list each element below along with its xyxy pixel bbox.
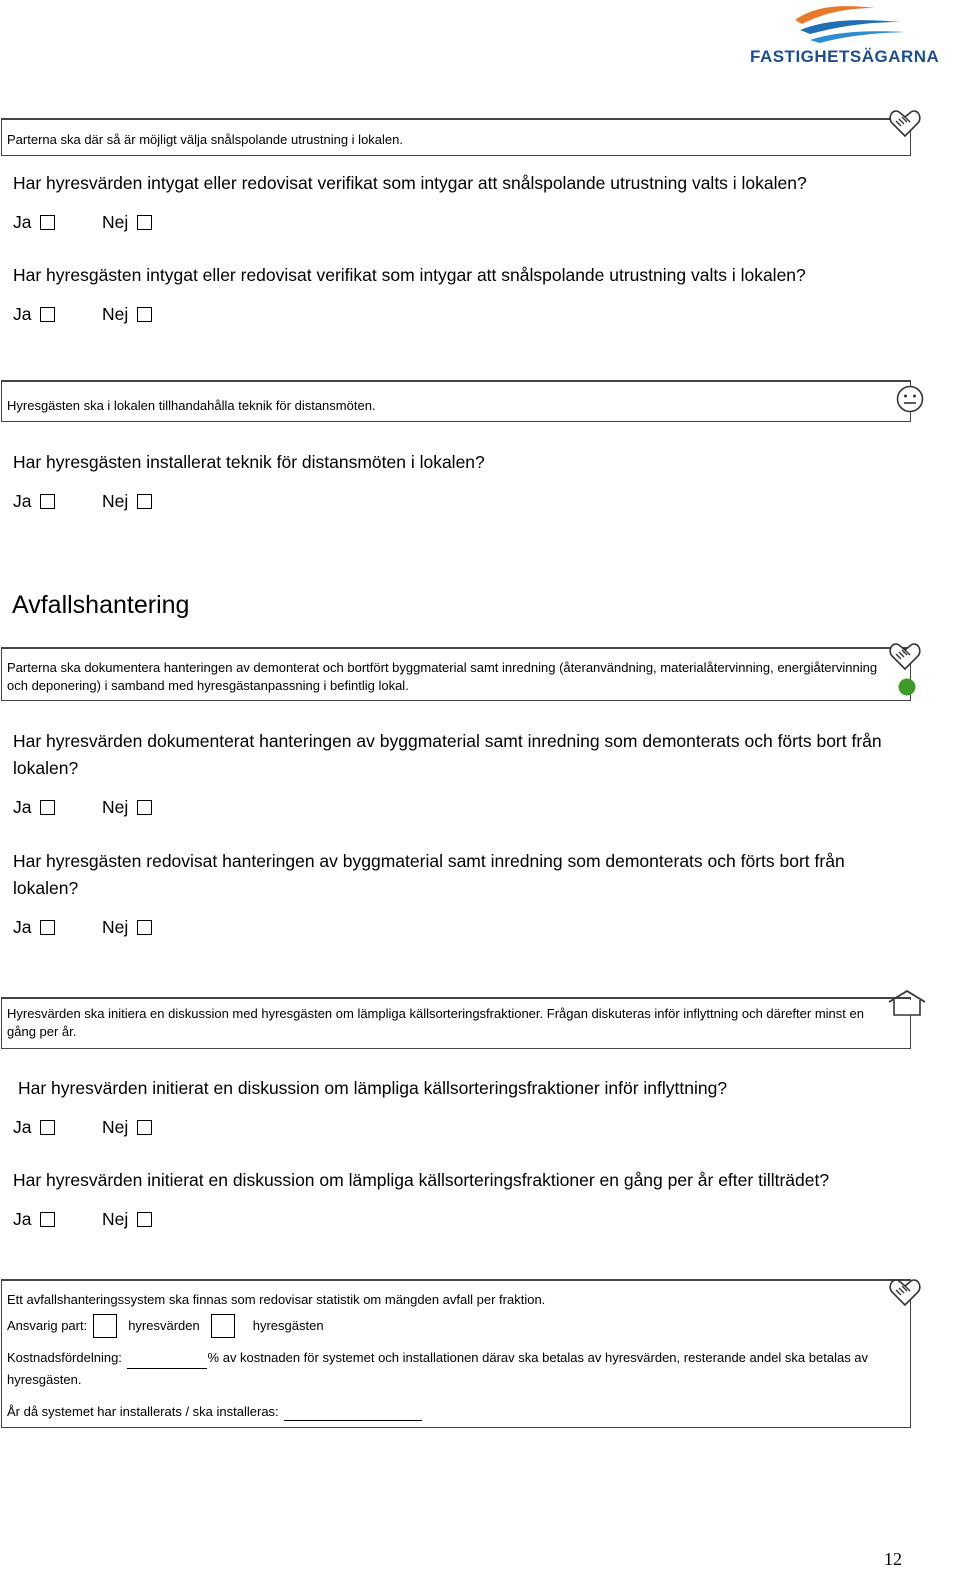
yes-label: Ja: [13, 491, 32, 511]
yes-option: [13, 304, 55, 325]
ansvarig-label: Ansvarig part:: [7, 1318, 88, 1333]
question: Har hyresvärden initierat en diskussion om lämpliga källsorteringsfraktioner en gång per år efter tillträdet?: [13, 1170, 830, 1190]
no-checkbox[interactable]: [137, 800, 152, 815]
yes-option: [13, 1209, 55, 1230]
yes-option: [13, 491, 55, 512]
yes-label: Ja: [13, 1209, 32, 1229]
ansvarig-row: [7, 1314, 324, 1338]
year-row: [7, 1403, 422, 1421]
hyresgasten-label: hyresgästen: [252, 1318, 324, 1333]
kostnad-percent-field[interactable]: [127, 1354, 207, 1369]
handshake-icon: [889, 108, 921, 138]
yes-label: Ja: [13, 917, 32, 937]
no-checkbox[interactable]: [137, 1120, 152, 1135]
no-option: [102, 1209, 152, 1230]
no-label: Nej: [102, 304, 129, 324]
page-number: 12: [884, 1549, 902, 1569]
no-label: Nej: [102, 1209, 129, 1229]
kostnad-text: % av kostnaden för systemet och installationen därav ska betalas av hyresvärden, resterande andel ska betalas av hyresgästen.: [7, 1350, 869, 1387]
no-option: [102, 304, 152, 325]
question: Har hyresgästen installerat teknik för distansmöten i lokalen?: [13, 452, 485, 472]
requirement-text: Ett avfallshanteringssystem ska finnas som redovisar statistik om mängden avfall per fraktion.: [7, 1292, 546, 1307]
logo-mark: [790, 0, 910, 46]
requirement-text: Hyresvärden ska initiera en diskussion med hyresgästen om lämpliga källsorteringsfraktioner. Frågan diskuteras inför inflyttning och därefter minst en gång per år.: [7, 1006, 864, 1039]
question: Har hyresgästen redovisat hanteringen av byggmaterial samt inredning som demonterats och förts bort från lokalen?: [13, 851, 845, 898]
hyresgasten-checkbox[interactable]: [211, 1314, 235, 1338]
yes-option: [13, 212, 55, 233]
logo-text: FASTIGHETSÄGARNA: [750, 47, 940, 66]
no-option: [102, 212, 152, 233]
question: Har hyresgästen intygat eller redovisat verifikat som intygar att snålspolande utrustning valts i lokalen?: [13, 265, 806, 285]
no-label: Nej: [102, 917, 129, 937]
requirement-text: Hyresgästen ska i lokalen tillhandahålla teknik för distansmöten.: [7, 398, 376, 413]
no-option: [102, 797, 152, 818]
yes-checkbox[interactable]: [40, 494, 55, 509]
yes-option: [13, 1117, 55, 1138]
yes-checkbox[interactable]: [40, 307, 55, 322]
handshake-icon: [889, 641, 921, 671]
yes-checkbox[interactable]: [40, 920, 55, 935]
yes-checkbox[interactable]: [40, 800, 55, 815]
question: Har hyresvärden dokumenterat hanteringen av byggmaterial samt inredning som demonterats och förts bort från lokalen?: [13, 731, 882, 778]
yes-label: Ja: [13, 304, 32, 324]
no-option: [102, 917, 152, 938]
yes-label: Ja: [13, 797, 32, 817]
yes-option: [13, 917, 55, 938]
requirement-text: Parterna ska där så är möjligt välja snålspolande utrustning i lokalen.: [7, 132, 403, 147]
question: Har hyresvärden intygat eller redovisat verifikat som intygar att snålspolande utrustning valts i lokalen?: [13, 173, 807, 193]
yes-label: Ja: [13, 212, 32, 232]
house-icon: [887, 989, 927, 1017]
no-checkbox[interactable]: [137, 215, 152, 230]
green-dot-icon: [897, 677, 917, 697]
no-label: Nej: [102, 491, 129, 511]
no-label: Nej: [102, 797, 129, 817]
no-checkbox[interactable]: [137, 920, 152, 935]
yes-checkbox[interactable]: [40, 1120, 55, 1135]
no-label: Nej: [102, 212, 129, 232]
no-checkbox[interactable]: [137, 494, 152, 509]
yes-checkbox[interactable]: [40, 215, 55, 230]
section-heading: Avfallshantering: [12, 591, 190, 619]
yes-label: Ja: [13, 1117, 32, 1137]
year-field[interactable]: [284, 1406, 422, 1421]
yes-option: [13, 797, 55, 818]
kostnad-row: [7, 1347, 902, 1391]
no-option: [102, 1117, 152, 1138]
kostnad-label: Kostnadsfördelning:: [7, 1350, 122, 1365]
no-label: Nej: [102, 1117, 129, 1137]
question: Har hyresvärden initierat en diskussion om lämpliga källsorteringsfraktioner inför inflyttning?: [18, 1078, 728, 1098]
requirement-text: Parterna ska dokumentera hanteringen av demonterat och bortfört byggmaterial samt inredning (återanvändning, materialåtervinning, energiåtervinning och deponering) i samband med hyresgästanpassning i befintlig lokal.: [7, 660, 878, 693]
no-checkbox[interactable]: [137, 307, 152, 322]
hyresvarden-label: hyresvärden: [128, 1318, 200, 1333]
no-option: [102, 491, 152, 512]
no-checkbox[interactable]: [137, 1212, 152, 1227]
smiley-icon: [895, 384, 925, 414]
hyresvarden-checkbox[interactable]: [93, 1314, 117, 1338]
yes-checkbox[interactable]: [40, 1212, 55, 1227]
year-label: År då systemet har installerats / ska installeras:: [7, 1404, 279, 1419]
handshake-icon: [889, 1277, 921, 1307]
